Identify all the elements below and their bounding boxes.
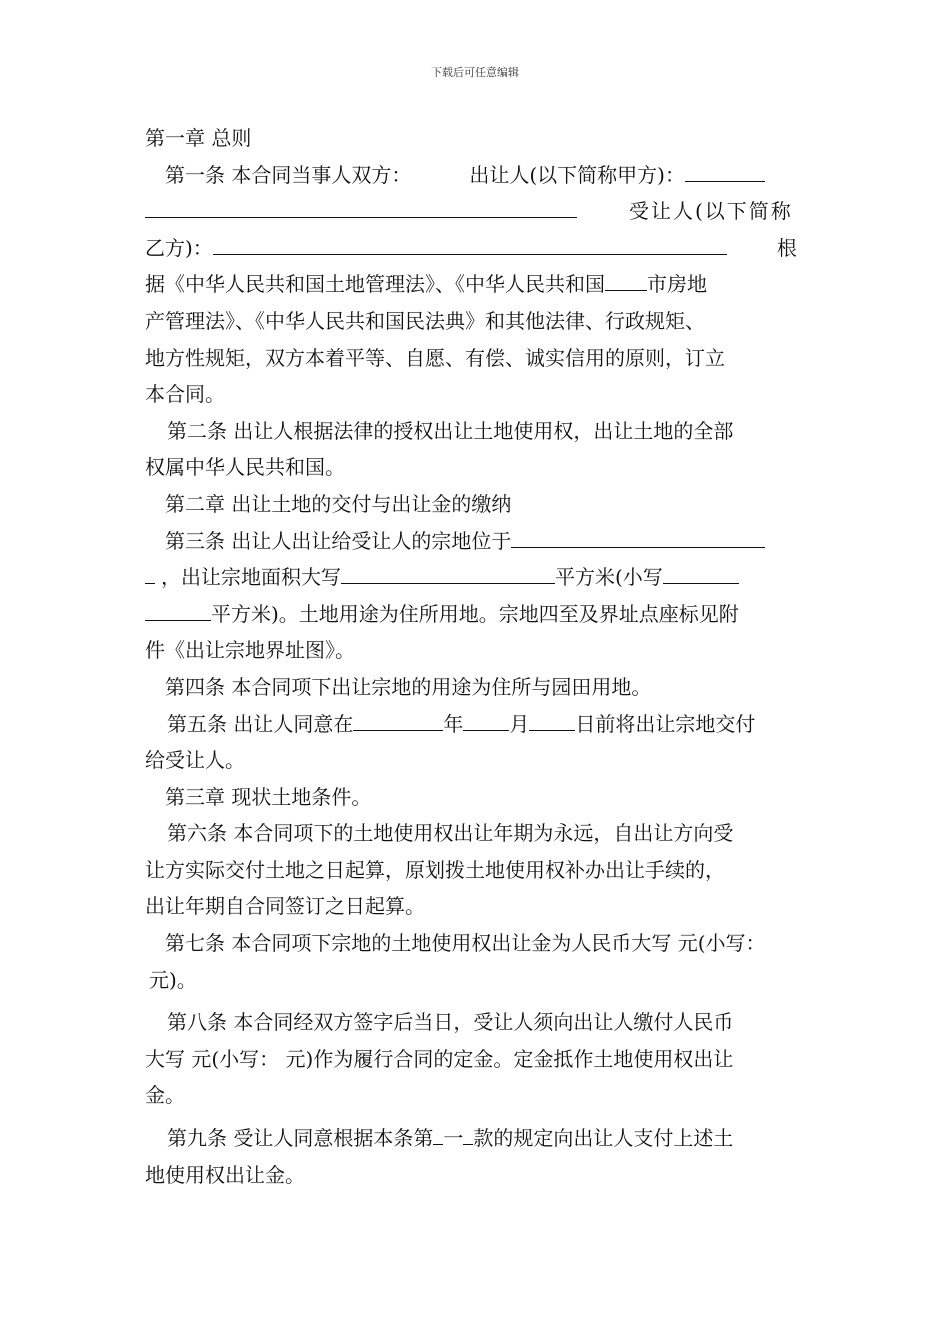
article-1-line-3 [145, 230, 809, 267]
text-law-refs: 据《中华人民共和国土地管理法》、《中华人民共和国 [145, 272, 605, 297]
article-3-line-3 [145, 596, 809, 633]
blank-area-lower-cont [145, 596, 211, 621]
article-5-line-2: 给受让人。 [145, 748, 245, 773]
article-9-title: 第九条 受让人同意根据本条第 [167, 1126, 434, 1151]
blank-location-cont [145, 559, 155, 584]
text-day: 日前将出让宗地交付 [575, 711, 756, 736]
blank-day [529, 706, 575, 731]
article-1-line-6: 地方性规矩，双方本着平等、自愿、有偿、诚实信用的原则，订立 [145, 345, 725, 370]
chapter-1-heading: 第一章 总则 [145, 126, 252, 150]
article-9-line-1 [145, 1120, 809, 1157]
article-2-line-2: 权属中华人民共和国。 [145, 455, 345, 480]
text-month: 月 [509, 711, 530, 736]
blank-grantor-cont [145, 193, 577, 218]
article-7-line-2: 元)。 [149, 967, 197, 992]
grantor-label: 出让人(以下简称甲方)： [469, 162, 685, 187]
text-gen: 根 [776, 235, 797, 260]
blank-grantee [213, 230, 727, 255]
document-body [145, 120, 809, 1193]
text-area-upper: ，出让宗地面积大写 [161, 565, 341, 590]
article-8-line-2: 大写 元(小写： 元)作为履行合同的定金。定金抵作土地使用权出让 [145, 1046, 734, 1071]
article-6-line-2: 让方实际交付土地之日起算，原划拨土地使用权补办出让手续的， [145, 857, 725, 882]
text-clause-rest: 款的规定向出让人支付上述土 [473, 1126, 734, 1151]
article-3-line-2 [145, 559, 809, 596]
article-7-line-1: 第七条 本合同项下宗地的土地使用权出让金为人民币大写 元(小写： [165, 931, 766, 956]
blank-year [353, 706, 443, 731]
blank-grantor [685, 157, 765, 182]
article-4: 第四条 本合同项下出让宗地的用途为住所与园田用地。 [165, 674, 652, 699]
article-8-line-3: 金。 [145, 1083, 185, 1108]
blank-month [463, 706, 509, 731]
article-3-title: 第三条 出让人出让给受让人的宗地位于 [165, 528, 512, 553]
article-1-line-1 [145, 157, 809, 194]
blank-clause-right [463, 1120, 473, 1145]
article-1-line-5: 产管理法》、《中华人民共和国民法典》和其他法律、行政规矩、 [145, 308, 705, 333]
article-6-line-3: 出让年期自合同签订之日起算。 [145, 894, 425, 919]
article-1-title: 第一条 本合同当事人双方： [165, 162, 412, 187]
text-sqm-lower: 平方米(小写 [555, 565, 663, 590]
grantee-label-cont: 乙方)： [145, 235, 213, 260]
article-9-line-2: 地使用权出让金。 [145, 1162, 305, 1187]
page-header: 下载后可任意编辑 [431, 66, 519, 79]
blank-clause-left [433, 1120, 443, 1145]
article-8-line-1: 第八条 本合同经双方签字后当日，受让人须向出让人缴付人民币 [167, 1010, 734, 1035]
text-year: 年 [443, 711, 464, 736]
blank-location [511, 523, 765, 548]
article-1-line-2 [145, 193, 809, 230]
blank-area-upper [341, 559, 555, 584]
article-3-line-4: 件《出让宗地界址图》。 [145, 638, 355, 663]
text-clause-number: 一 [443, 1126, 464, 1151]
article-1-line-7: 本合同。 [145, 382, 225, 407]
blank-area-lower [663, 559, 739, 584]
text-city-realestate: 市房地 [647, 272, 707, 297]
article-1-line-4 [145, 266, 809, 303]
article-3-line-1 [145, 523, 809, 560]
chapter-3-heading: 第三章 现状土地条件。 [165, 784, 372, 809]
article-2-line-1: 第二条 出让人根据法律的授权出让土地使用权，出让土地的全部 [167, 418, 734, 443]
chapter-2-heading: 第二章 出让土地的交付与出让金的缴纳 [165, 491, 512, 516]
article-5-line-1 [145, 706, 809, 743]
blank-city [605, 266, 647, 291]
article-5-title: 第五条 出让人同意在 [167, 711, 354, 736]
text-land-use: 平方米)。土地用途为住所用地。宗地四至及界址点座标见附 [211, 601, 739, 626]
grantee-label: 受让人(以下简称 [629, 199, 793, 224]
article-6-line-1: 第六条 本合同项下的土地使用权出让年期为永远，自出让方向受 [167, 821, 734, 846]
